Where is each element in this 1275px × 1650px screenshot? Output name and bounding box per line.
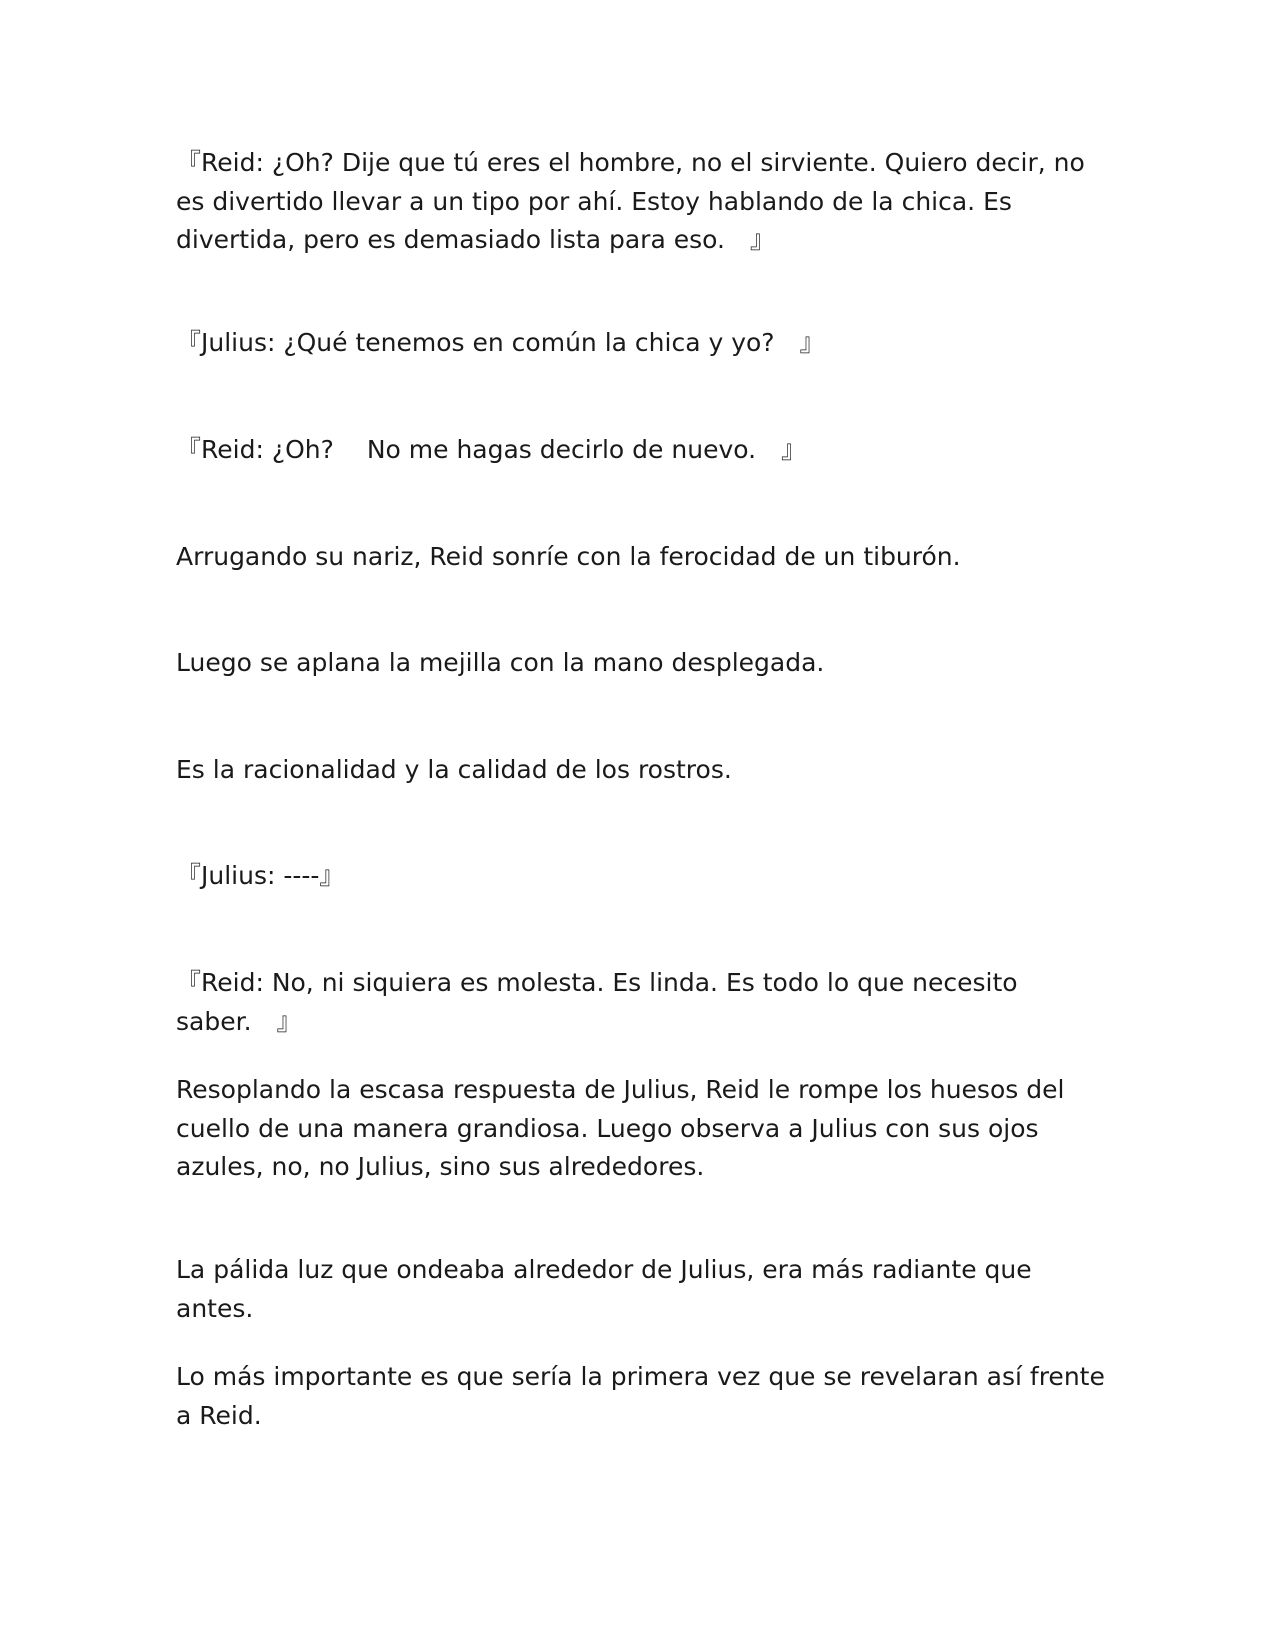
- paragraph-dialogue-julius-1: 『Julius: ¿Qué tenemos en común la chica y yo? 』: [176, 328, 825, 357]
- paragraph-narration-1: Arrugando su nariz, Reid sonríe con la ferocidad de un tiburón.: [176, 542, 961, 571]
- paragraph-dialogue-reid-2: 『Reid: ¿Oh? No me hagas decirlo de nuevo. 』: [176, 435, 807, 464]
- paragraph-narration-4: Resoplando la escasa respuesta de Julius, Reid le rompe los huesos del cuello de una manera grandiosa. Luego observa a Julius con sus ojos azules, no, no Julius, sino sus alrededores.: [176, 1075, 1073, 1181]
- paragraph-dialogue-reid-1: 『Reid: ¿Oh? Dije que tú eres el hombre, no el sirviente. Quiero decir, no es divertido llevar a un tipo por ahí. Estoy hablando de la chica. Es divertida, pero es demasiado lista para eso. 』: [176, 148, 1093, 254]
- paragraph-narration-2: Luego se aplana la mejilla con la mano desplegada.: [176, 648, 825, 677]
- paragraph-dialogue-reid-3: 『Reid: No, ni siquiera es molesta. Es linda. Es todo lo que necesito saber. 』: [176, 968, 1026, 1036]
- paragraph-narration-3: Es la racionalidad y la calidad de los rostros.: [176, 755, 732, 784]
- paragraph-narration-6: Lo más importante es que sería la primera vez que se revelaran así frente a Reid.: [176, 1362, 1113, 1430]
- paragraph-dialogue-julius-2: 『Julius: ----』: [176, 861, 345, 890]
- paragraph-narration-5: La pálida luz que ondeaba alrededor de Julius, era más radiante que antes.: [176, 1255, 1040, 1323]
